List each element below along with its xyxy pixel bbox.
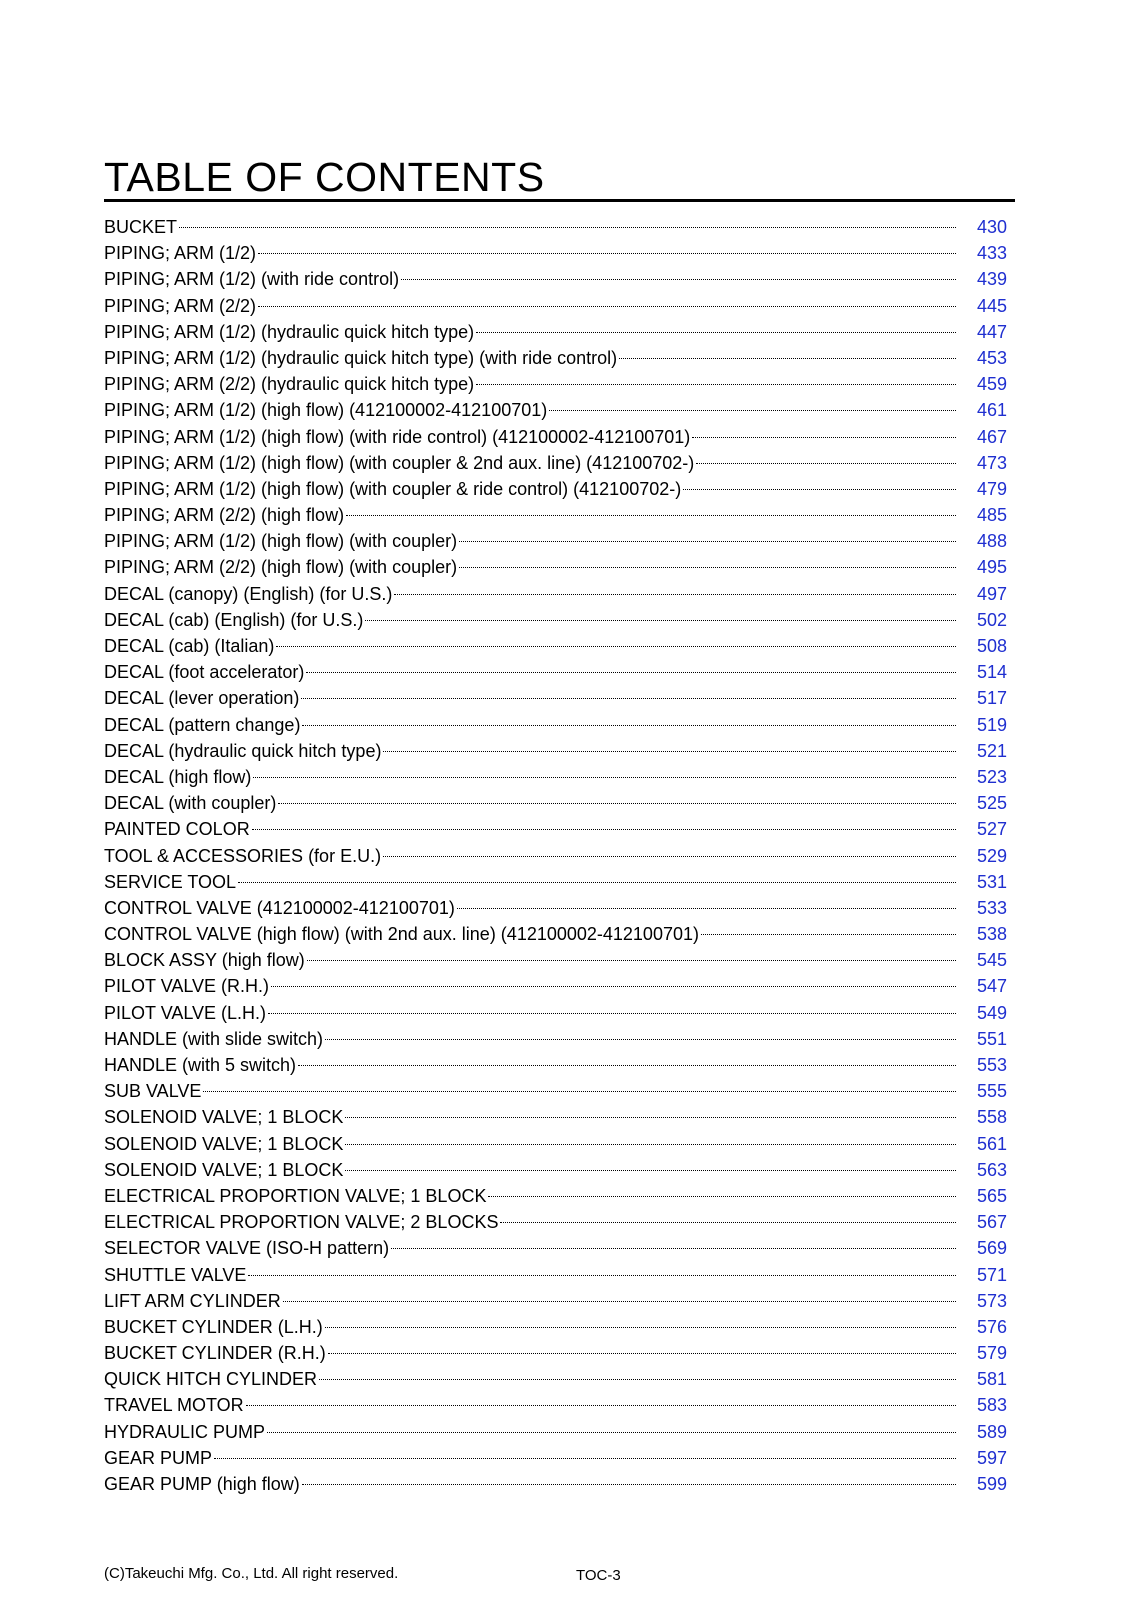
toc-page-link[interactable]: 545 [976, 950, 1007, 971]
toc-page-link[interactable]: 461 [976, 400, 1007, 421]
dot-leader [619, 358, 956, 359]
dot-leader [278, 803, 956, 804]
toc-page-link[interactable]: 527 [976, 819, 1007, 840]
toc-entry-label: PIPING; ARM (1/2) (hydraulic quick hitch type) [104, 321, 475, 342]
toc-entry-label: PIPING; ARM (1/2) (high flow) (with coupler & 2nd aux. line) (412100702-) [104, 452, 695, 473]
toc-entry[interactable] [104, 1026, 1007, 1052]
toc-entry-label: SHUTTLE VALVE [104, 1264, 247, 1285]
toc-entry[interactable] [104, 293, 1007, 319]
dot-leader [248, 1275, 956, 1276]
dot-leader [696, 463, 956, 464]
toc-page-link[interactable]: 473 [976, 452, 1007, 473]
toc-entry[interactable] [104, 895, 1007, 921]
toc-entry-label: SUB VALVE [104, 1081, 202, 1102]
toc-entry-label: TRAVEL MOTOR [104, 1395, 244, 1416]
dot-leader [457, 908, 956, 909]
dot-leader [394, 594, 956, 595]
toc-page-link[interactable]: 583 [976, 1395, 1007, 1416]
toc-entry-label: PIPING; ARM (1/2) (high flow) (with ride control) (412100002-412100701) [104, 426, 691, 447]
toc-entry-label: PIPING; ARM (2/2) (hydraulic quick hitch type) [104, 374, 475, 395]
toc-entry-label: HANDLE (with 5 switch) [104, 1055, 297, 1075]
dot-leader [258, 253, 956, 254]
toc-page-link[interactable]: 551 [976, 1028, 1007, 1049]
dot-leader [319, 1379, 956, 1380]
toc-page-link[interactable]: 485 [976, 505, 1007, 526]
dot-leader [267, 1432, 956, 1433]
toc-page-link[interactable]: 495 [976, 557, 1007, 578]
toc-page-link[interactable]: 563 [976, 1159, 1007, 1180]
dot-leader [383, 856, 956, 857]
toc-page-link[interactable]: 430 [976, 217, 1007, 237]
toc-entry-label: BUCKET CYLINDER (R.H.) [104, 1343, 326, 1364]
toc-entry-label: PILOT VALVE (R.H.) [104, 976, 270, 997]
toc-entry[interactable] [104, 1183, 1007, 1209]
dot-leader [283, 1301, 956, 1302]
toc-entry[interactable] [104, 345, 1007, 371]
toc-entry[interactable] [104, 1366, 1007, 1392]
toc-page-link[interactable]: 459 [976, 374, 1007, 395]
toc-entry-label: SOLENOID VALVE; 1 BLOCK [104, 1107, 344, 1128]
dot-leader [306, 672, 956, 673]
toc-entry-label: PAINTED COLOR [104, 819, 250, 840]
toc-entry-label: PIPING; ARM (2/2) [104, 295, 257, 316]
toc-entry-label: PIPING; ARM (2/2) (high flow) (with coupler) [104, 557, 458, 578]
toc-entry-label: QUICK HITCH CYLINDER [104, 1369, 318, 1390]
dot-leader [500, 1222, 956, 1223]
toc-page-link[interactable]: 529 [976, 845, 1007, 866]
toc-entry-label: DECAL (with coupler) [104, 793, 277, 814]
toc-page-link[interactable]: 547 [976, 976, 1007, 997]
toc-page-link[interactable]: 549 [976, 1002, 1007, 1023]
toc-entry-label: BUCKET CYLINDER (L.H.) [104, 1316, 323, 1337]
toc-entry-label: BUCKET [104, 217, 178, 237]
toc-page-link[interactable]: 445 [976, 295, 1007, 316]
toc-entry-label: DECAL (lever operation) [104, 688, 300, 709]
dot-leader [253, 777, 956, 778]
toc-entry-label: CONTROL VALVE (high flow) (with 2nd aux. line) (412100002-412100701) [104, 924, 699, 945]
toc-entry[interactable] [104, 476, 1007, 502]
toc-entry[interactable] [104, 685, 1007, 711]
toc-page-link[interactable]: 519 [976, 714, 1007, 735]
toc-page-link[interactable]: 508 [976, 636, 1007, 656]
dot-leader [214, 1458, 956, 1459]
dot-leader [258, 306, 956, 307]
toc-entry[interactable] [104, 973, 1007, 999]
dot-leader [276, 646, 956, 647]
toc-page-link[interactable]: 514 [976, 662, 1007, 683]
toc-entry[interactable] [104, 659, 1007, 685]
toc-entry-label: PILOT VALVE (L.H.) [104, 1002, 267, 1023]
toc-entry[interactable] [104, 1235, 1007, 1261]
toc-entry-label: GEAR PUMP (high flow) [104, 1474, 300, 1494]
toc-entry[interactable] [104, 266, 1007, 292]
dot-leader [549, 410, 956, 411]
toc-entry-label: DECAL (cab) (Italian) [104, 636, 275, 656]
toc-entry[interactable] [104, 554, 1007, 580]
toc-entry[interactable] [104, 1471, 1007, 1497]
dot-leader [271, 986, 956, 987]
toc-page-link[interactable]: 447 [976, 321, 1007, 342]
toc-entry[interactable] [104, 1445, 1007, 1471]
footer-page-id: TOC-3 [576, 1567, 621, 1584]
toc-entry-label: ELECTRICAL PROPORTION VALVE; 2 BLOCKS [104, 1212, 499, 1233]
toc-page-link[interactable]: 467 [976, 426, 1007, 447]
toc-page-link[interactable]: 433 [976, 243, 1007, 264]
toc-entry-label: SOLENOID VALVE; 1 BLOCK [104, 1133, 344, 1154]
dot-leader [476, 332, 956, 333]
toc-page-link[interactable]: 571 [976, 1264, 1007, 1285]
toc-entry[interactable] [104, 1288, 1007, 1314]
toc-entry[interactable] [104, 1209, 1007, 1235]
toc-entry[interactable] [104, 921, 1007, 947]
toc-page-link[interactable]: 523 [976, 766, 1007, 787]
toc-entry[interactable] [104, 1000, 1007, 1026]
toc-entry[interactable] [104, 450, 1007, 476]
footer-copyright: (C)Takeuchi Mfg. Co., Ltd. All right reserved. [104, 1565, 399, 1582]
toc-page-link[interactable]: 533 [976, 897, 1007, 918]
toc-page-link[interactable]: 538 [976, 924, 1007, 945]
dot-leader [252, 829, 956, 830]
toc-entry-label: TOOL & ACCESSORIES (for E.U.) [104, 845, 382, 866]
toc-entry[interactable] [104, 319, 1007, 345]
toc-entry-label: PIPING; ARM (1/2) (high flow) (with coupler & ride control) (412100702-) [104, 478, 682, 499]
toc-entry[interactable] [104, 1078, 1007, 1104]
toc-page-link[interactable]: 479 [976, 478, 1007, 499]
toc-page-link[interactable]: 558 [976, 1107, 1007, 1128]
dot-leader [345, 1170, 956, 1171]
toc-entry[interactable] [104, 1419, 1007, 1445]
toc-page-link[interactable]: 531 [976, 871, 1007, 892]
toc-entry-label: PIPING; ARM (1/2) (high flow) (with coupler) [104, 531, 458, 552]
toc-page-link[interactable]: 597 [976, 1447, 1007, 1468]
toc-entry-label: BLOCK ASSY (high flow) [104, 950, 305, 971]
dot-leader [238, 882, 956, 883]
toc-entry-label: PIPING; ARM (2/2) (high flow) [104, 505, 345, 526]
toc-entry-label: PIPING; ARM (1/2) (hydraulic quick hitch type) (with ride control) [104, 347, 618, 368]
toc-page-link[interactable]: 561 [976, 1133, 1007, 1154]
toc-entry[interactable] [104, 1131, 1007, 1157]
dot-leader [307, 960, 956, 961]
toc-entry[interactable] [104, 633, 1007, 659]
toc-entry-label: PIPING; ARM (1/2) (with ride control) [104, 269, 400, 290]
toc-entry-label: DECAL (pattern change) [104, 714, 301, 735]
toc-entry-label: PIPING; ARM (1/2) [104, 243, 257, 264]
toc-page-link[interactable]: 576 [976, 1316, 1007, 1337]
toc-entry-label: HANDLE (with slide switch) [104, 1028, 324, 1049]
toc-entry[interactable] [104, 712, 1007, 738]
toc-entry-label: PIPING; ARM (1/2) (high flow) (412100002-412100701) [104, 400, 548, 421]
toc-entry[interactable] [104, 502, 1007, 528]
toc-page-link[interactable]: 581 [976, 1369, 1007, 1390]
toc-page-link[interactable]: 555 [976, 1081, 1007, 1102]
toc-page-link[interactable]: 579 [976, 1343, 1007, 1364]
toc-entry[interactable] [104, 397, 1007, 423]
toc-entry[interactable] [104, 816, 1007, 842]
toc-entry[interactable] [104, 581, 1007, 607]
dot-leader [391, 1248, 956, 1249]
toc-entry[interactable] [104, 1262, 1007, 1288]
dot-leader [179, 227, 956, 228]
dot-leader [301, 698, 956, 699]
dot-leader [692, 437, 956, 438]
toc-entry-label: DECAL (foot accelerator) [104, 662, 305, 683]
toc-page-link[interactable]: 488 [976, 531, 1007, 552]
dot-leader [302, 725, 956, 726]
toc-entry[interactable] [104, 1052, 1007, 1078]
dot-leader [488, 1196, 956, 1197]
dot-leader [268, 1013, 956, 1014]
toc-page-link[interactable]: 599 [976, 1474, 1007, 1494]
toc-entry[interactable] [104, 528, 1007, 554]
toc-entry[interactable] [104, 869, 1007, 895]
toc-page-link[interactable]: 567 [976, 1212, 1007, 1233]
dot-leader [365, 620, 956, 621]
toc-entry[interactable] [104, 214, 1007, 240]
toc-list [104, 214, 1007, 1497]
toc-page-link[interactable]: 569 [976, 1238, 1007, 1259]
toc-page-link[interactable]: 453 [976, 347, 1007, 368]
toc-page-link[interactable]: 497 [976, 583, 1007, 604]
toc-page-link[interactable]: 502 [976, 609, 1007, 630]
toc-entry-label: DECAL (cab) (English) (for U.S.) [104, 609, 364, 630]
dot-leader [476, 384, 956, 385]
toc-entry[interactable] [104, 843, 1007, 869]
toc-entry-label: SELECTOR VALVE (ISO-H pattern) [104, 1238, 390, 1259]
toc-entry[interactable] [104, 1104, 1007, 1130]
toc-entry-label: HYDRAULIC PUMP [104, 1421, 266, 1442]
toc-entry-label: GEAR PUMP [104, 1447, 213, 1468]
toc-entry-label: DECAL (canopy) (English) (for U.S.) [104, 583, 393, 604]
toc-page-link[interactable]: 439 [976, 269, 1007, 290]
toc-page-link[interactable]: 589 [976, 1421, 1007, 1442]
dot-leader [459, 541, 956, 542]
dot-leader [246, 1405, 956, 1406]
toc-page-link[interactable]: 553 [976, 1055, 1007, 1075]
dot-leader [401, 279, 956, 280]
toc-entry[interactable] [104, 764, 1007, 790]
toc-entry-label: SERVICE TOOL [104, 871, 237, 892]
dot-leader [345, 1144, 956, 1145]
toc-entry[interactable] [104, 607, 1007, 633]
toc-entry[interactable] [104, 1392, 1007, 1418]
toc-entry-label: DECAL (hydraulic quick hitch type) [104, 740, 382, 761]
toc-entry[interactable] [104, 1314, 1007, 1340]
dot-leader [701, 934, 956, 935]
toc-entry-label: SOLENOID VALVE; 1 BLOCK [104, 1159, 344, 1180]
dot-leader [302, 1484, 956, 1485]
dot-leader [298, 1065, 956, 1066]
toc-entry[interactable] [104, 947, 1007, 973]
toc-page-link[interactable]: 517 [976, 688, 1007, 709]
toc-page-link[interactable]: 565 [976, 1185, 1007, 1206]
dot-leader [203, 1091, 956, 1092]
toc-entry[interactable] [104, 371, 1007, 397]
toc-entry[interactable] [104, 790, 1007, 816]
toc-entry-label: ELECTRICAL PROPORTION VALVE; 1 BLOCK [104, 1185, 487, 1206]
toc-page-link[interactable]: 525 [976, 793, 1007, 814]
dot-leader [345, 1117, 956, 1118]
toc-entry[interactable] [104, 1340, 1007, 1366]
dot-leader [683, 489, 956, 490]
dot-leader [346, 515, 956, 516]
toc-page-link[interactable]: 573 [976, 1290, 1007, 1311]
toc-entry[interactable] [104, 424, 1007, 450]
toc-entry[interactable] [104, 240, 1007, 266]
toc-entry[interactable] [104, 1157, 1007, 1183]
dot-leader [325, 1327, 956, 1328]
page-title: TABLE OF CONTENTS [104, 154, 545, 200]
toc-entry-label: DECAL (high flow) [104, 766, 252, 787]
dot-leader [459, 567, 956, 568]
dot-leader [325, 1039, 956, 1040]
toc-page-link[interactable]: 521 [976, 740, 1007, 761]
toc-entry-label: CONTROL VALVE (412100002-412100701) [104, 897, 455, 918]
title-divider [104, 199, 1015, 202]
dot-leader [328, 1353, 956, 1354]
toc-entry[interactable] [104, 738, 1007, 764]
dot-leader [383, 751, 956, 752]
toc-entry-label: LIFT ARM CYLINDER [104, 1290, 281, 1311]
